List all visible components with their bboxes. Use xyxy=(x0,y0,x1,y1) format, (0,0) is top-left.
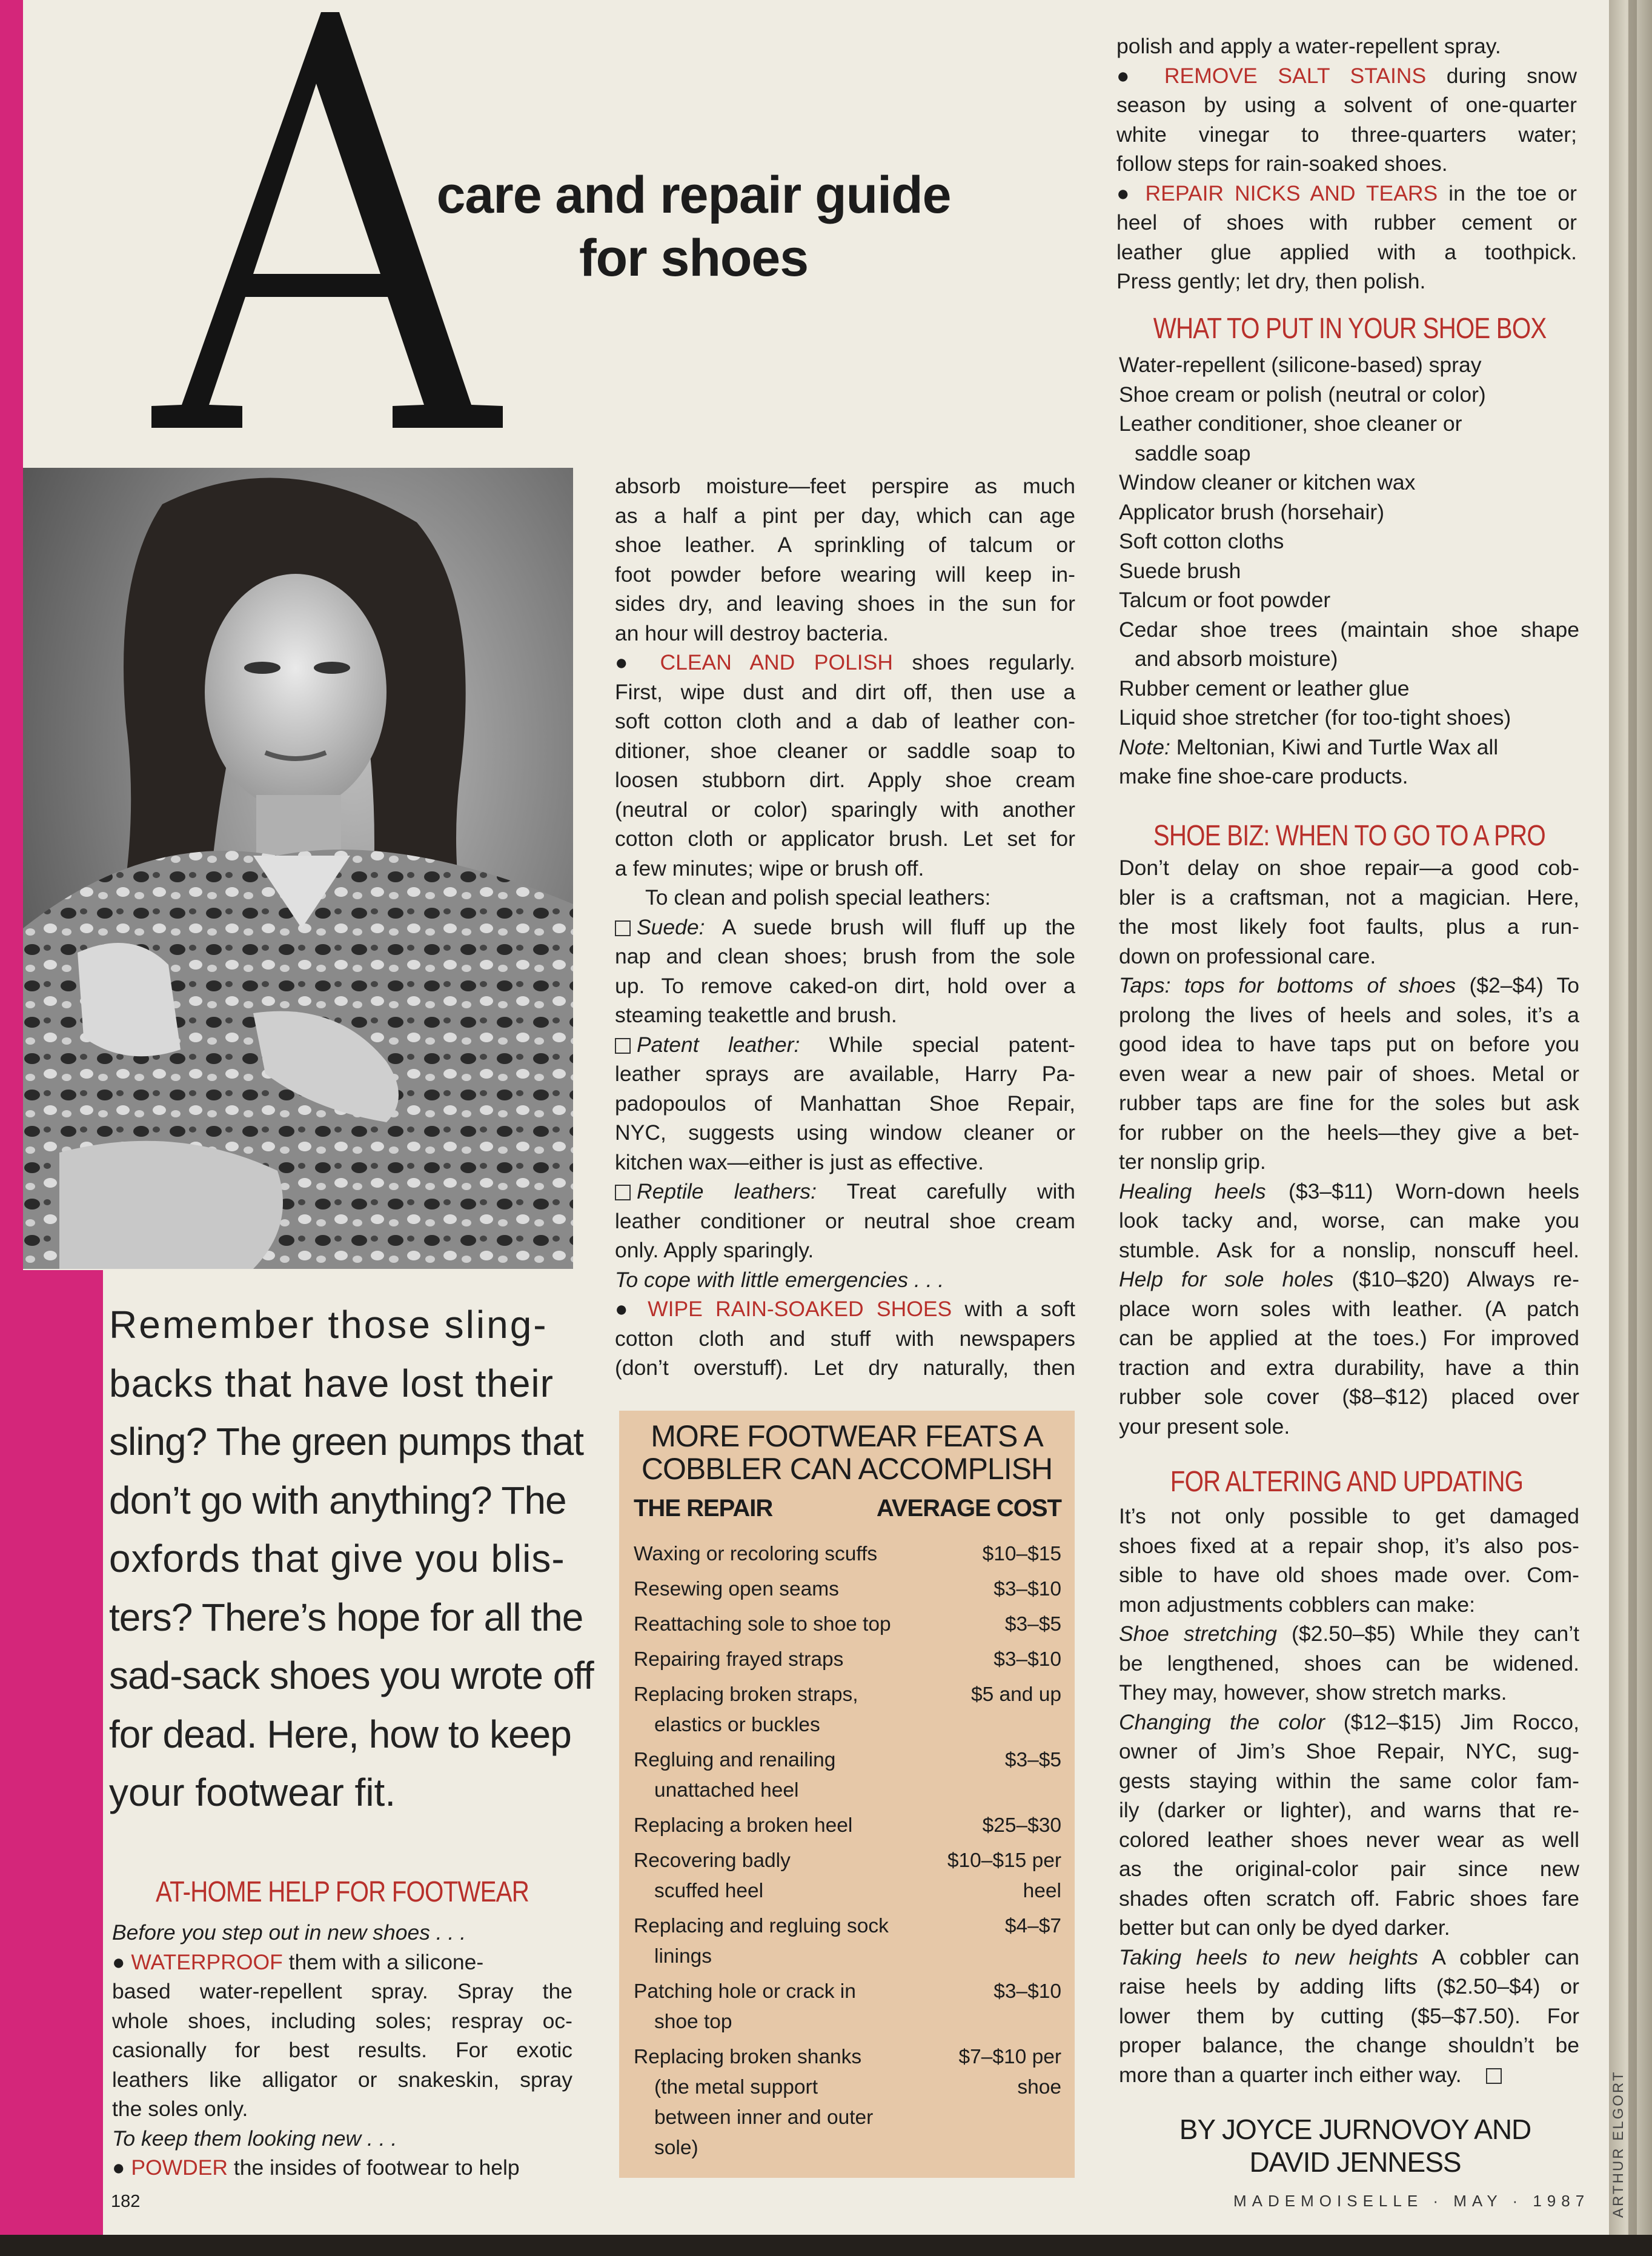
list-item: Applicator brush (horsehair) xyxy=(1119,499,1385,524)
model-photo xyxy=(23,468,573,1269)
repair-cell: Waxing or recoloring scuffs xyxy=(634,1543,878,1565)
table-row xyxy=(634,1574,1061,1605)
cost-cell: $10–$15 xyxy=(982,1543,1061,1565)
lede-line: for dead. Here, how to keep xyxy=(109,1712,571,1756)
table-row xyxy=(634,1645,1061,1675)
intro-line: Before you step out in new shoes . . . xyxy=(112,1920,466,1945)
lede-line: Remember those sling- xyxy=(109,1303,548,1346)
photo-credit: ARTHUR ELGORT xyxy=(1610,2070,1627,2218)
lede-line: ters? There’s hope for all the xyxy=(109,1595,583,1639)
list-item: Rubber cement or leather glue xyxy=(1119,676,1410,700)
page-number: 182 xyxy=(111,2192,141,2211)
bullet-icon: ● xyxy=(615,1297,648,1321)
list-item: Window cleaner or kitchen wax xyxy=(1119,470,1416,494)
bullet-icon: ● xyxy=(112,1949,131,1974)
list-item: Water-repellent (silicone-based) spray xyxy=(1119,353,1482,377)
repair-cell: Patching hole or crack in shoe top xyxy=(634,1980,856,2033)
page-bottom-edge xyxy=(0,2235,1652,2256)
shoe-box-list: Water-repellent (silicone-based) spray Shoe cream or polish (neutral or color) Leather conditioner, shoe cleaner or saddle soap Window cleaner or kitchen wax Applicator brush (horsehair) Soft cotton cloths Suede brush Talcum or foot powder Cedar shoe trees (maintain shoe shape and absorb moisture) Rubber cement or leather glue Liquid shoe stretcher (for too-tight shoes) Note: Meltonian, Kiwi and Turtle Wax all make fine shoe-care products. xyxy=(1119,350,1579,791)
left-column-text: Before you step out in new shoes . . . ● WATERPROOF them with a silicone- based water-repellent spray. Spray the whole shoes, including soles; respray oc- casionally for best results. For exotic leathers like alligator or snakeskin, spray the soles only. To keep them looking new . . . ● POWDER the insides of footwear to help xyxy=(112,1918,572,2183)
waterproof-label: WATERPROOF xyxy=(131,1949,283,1974)
cost-cell: $10–$15 per heel xyxy=(947,1849,1061,1902)
lede-line: oxfords that give you blis- xyxy=(109,1537,565,1580)
table-row xyxy=(634,1609,1061,1640)
repair-cell: Reattaching sole to shoe top xyxy=(634,1613,891,1635)
table-title: MORE FOOTWEAR FEATS A COBBLER CAN ACCOMPLISH xyxy=(641,1419,1053,1486)
middle-column-text: absorb moisture—feet perspire as much as a half a pint per day, which can age shoe leather. A sprinkling of talcum or foot powder before wearing will keep in- sides dry, and leaving shoes in the sun for an hour will destroy bacteria. ● CLEAN AND POLISH shoes regularly. First, wipe dust and dirt off, then use a soft cotton cloth and a dab of leather con- ditioner, shoe cleaner or saddle soap to loosen stubborn dirt. Apply shoe cream (neutral or color) sparingly with another cotton cloth or applicator brush. Let set for a few minutes; wipe or brush off. To clean and polish special leathers: Suede: A suede brush will fluff up the nap and clean shoes; brush from the sole up. To remove caked-on dirt, hold over a steaming teakettle and brush. Patent leather: While special patent- leather sprays are available, Harry Pa- padopoulos of Manhattan Shoe Repair, NYC, suggests using window cleaner or kitchen wax—either is just as effective. Reptile leathers: Treat carefully with leather conditioner or neutral shoe cream only. Apply sparingly. To cope with little emergencies . . . ● WIPE RAIN-SOAKED SHOES with a soft cotton cloth and stuff with newspapers (don’t overstuff). Let dry naturally, then xyxy=(615,474,1076,1380)
repair-cell: Replacing broken shanks (the metal support between inner and outer sole) xyxy=(634,2046,874,2159)
table-row xyxy=(634,2042,1061,2163)
headline-line-2: for shoes xyxy=(579,229,809,287)
lede-paragraph xyxy=(109,1296,594,1822)
section-heading-at-home: AT-HOME HELP FOR FOOTWEAR xyxy=(156,1876,529,1908)
list-item: and absorb moisture) xyxy=(1135,647,1338,671)
table-row xyxy=(634,1977,1061,2037)
table-row xyxy=(634,1846,1061,1906)
headline-line-1: care and repair guide xyxy=(436,166,951,224)
list-item: Cedar shoe trees (maintain shoe shape xyxy=(1119,617,1579,642)
repair-cell: Replacing and regluing sock linings xyxy=(634,1915,889,1968)
lede-line: don’t go with anything? The xyxy=(109,1478,566,1522)
cost-cell: $7–$10 per shoe xyxy=(958,2046,1061,2098)
lede-line: sling? The green pumps that xyxy=(109,1420,583,1463)
salt-stains-label: REMOVE SALT STAINS xyxy=(1164,63,1427,88)
repair-cell: Repairing frayed straps xyxy=(634,1648,844,1671)
cost-cell: $5 and up xyxy=(970,1683,1061,1706)
bullet-icon: ● xyxy=(1116,181,1146,205)
checkbox-square-icon xyxy=(615,1038,631,1054)
shoe-biz-text: Don’t delay on shoe repair—a good cob- bler is a craftsman, not a magician. Here, the most likely foot faults, plus a run- down on professional care. Taps: tops for bottoms of shoes ($2–$4) To prolong the lives of heels and soles, it’s a good idea to have taps put on before you even wear a new pair of shoes. Metal or rubber taps are fine for the soles but ask for rubber on the heels—they give a bet- ter nonslip grip. Healing heels ($3–$11) Worn-down heels look tacky and, worse, can make you stumble. Ask for a nonslip, nonscuff heel. Help for sole holes ($10–$20) Always re- place worn soles with leather. (A patch can be applied at the toes.) For improved traction and extra durability, have a thin rubber sole cover ($8–$12) placed over your present sole. xyxy=(1119,856,1579,1439)
wipe-label: WIPE RAIN-SOAKED SHOES xyxy=(648,1297,952,1321)
repair-cell: Resewing open seams xyxy=(634,1578,839,1600)
cost-cell: $3–$10 xyxy=(994,1980,1061,2003)
clean-polish-label: CLEAN AND POLISH xyxy=(660,650,893,674)
end-mark-square-icon xyxy=(1486,2068,1502,2084)
drop-cap-letter: A xyxy=(139,4,146,15)
magenta-edge-bar xyxy=(0,0,23,2256)
repair-cell: Regluing and renailing unattached heel xyxy=(634,1749,836,1802)
magenta-lower-bar xyxy=(23,1270,103,2256)
cost-cell: $3–$10 xyxy=(994,1648,1061,1671)
checkbox-square-icon xyxy=(615,1185,631,1200)
list-item: Talcum or foot powder xyxy=(1119,588,1331,612)
table-row xyxy=(634,1811,1061,1841)
list-item: Suede brush xyxy=(1119,558,1241,583)
bullet-icon: ● xyxy=(112,2155,131,2180)
repair-cell: Replacing a broken heel xyxy=(634,1814,853,1837)
list-item: Liquid shoe stretcher (for too-tight shoes) xyxy=(1119,705,1511,730)
cost-cell: $25–$30 xyxy=(982,1814,1061,1837)
section-heading-shoe-biz: SHOE BIZ: WHEN TO GO TO A PRO xyxy=(1153,820,1545,852)
list-item: saddle soap xyxy=(1135,441,1251,465)
lede-line: backs that have lost their xyxy=(109,1361,554,1405)
list-item: Shoe cream or polish (neutral or color) xyxy=(1119,382,1486,407)
table-row xyxy=(634,1539,1061,1569)
table-row xyxy=(634,1680,1061,1740)
table-header-repair: THE REPAIR xyxy=(634,1495,773,1522)
table-header-cost: AVERAGE COST xyxy=(876,1495,1061,1522)
list-item: Leather conditioner, shoe cleaner or xyxy=(1119,411,1462,436)
lede-line: sad-sack shoes you wrote off xyxy=(109,1654,594,1697)
section-heading-shoe-box: WHAT TO PUT IN YOUR SHOE BOX xyxy=(1153,313,1547,345)
list-item: Soft cotton cloths xyxy=(1119,529,1284,553)
lede-line: your footwear fit. xyxy=(109,1771,396,1814)
folio-line: MADEMOISELLE · MAY · 1987 xyxy=(1233,2192,1590,2210)
nicks-tears-label: REPAIR NICKS AND TEARS xyxy=(1145,181,1438,205)
cost-cell: $3–$5 xyxy=(1004,1749,1061,1771)
altering-text: It’s not only possible to get damaged shoes fixed at a repair shop, it’s also pos- sible to have old shoes made over. Com- mon adjustments cobblers can make: Shoe stretching ($2.50–$5) While they can’t be lengthened, shoes can be widened. They may, however, show stretch marks. Changing the color ($12–$15) Jim Rocco, owner of Jim’s Shoe Repair, NYC, sug- gests staying within the same color fam- ily (darker or lighter), and warns that re- colored leather shoes never wear as well as the original-color pair since new shades often scratch off. Fabric shoes fare better but can only be dyed darker. Taking heels to new heights A cobbler can raise heels by adding lifts ($2.50–$4) or lower them by cutting ($5–$7.50). For proper balance, the change shouldn’t be more than a quarter inch either way. xyxy=(1119,1504,1579,2087)
headline xyxy=(418,164,969,290)
cost-cell: $4–$7 xyxy=(1004,1915,1061,1937)
bullet-icon: ● xyxy=(1116,63,1164,88)
repair-cell: Recovering badly scuffed heel xyxy=(634,1849,791,1902)
table-row xyxy=(634,1911,1061,1972)
right-column-top: polish and apply a water-repellent spray. ● REMOVE SALT STAINS during snow season by using a solvent of one-quarter white vinegar to three-quarters water; follow steps for rain-soaked shoes. ● REPAIR NICKS AND TEARS in the toe or heel of shoes with rubber cement or leather glue applied with a toothpick. Press gently; let dry, then polish. xyxy=(1116,34,1577,293)
bullet-icon: ● xyxy=(615,650,660,674)
binding-shadow xyxy=(1628,0,1637,2256)
section-heading-altering: FOR ALTERING AND UPDATING xyxy=(1170,1466,1524,1498)
cost-cell: $3–$5 xyxy=(1004,1613,1061,1635)
byline: BY JOYCE JURNOVOY AND DAVID JENNESS xyxy=(1179,2114,1531,2178)
repair-cell: Replacing broken straps, elastics or buckles xyxy=(634,1683,858,1736)
table-row xyxy=(634,1745,1061,1806)
cost-cell: $3–$10 xyxy=(994,1578,1061,1600)
powder-label: POWDER xyxy=(131,2155,228,2180)
checkbox-square-icon xyxy=(615,920,631,936)
